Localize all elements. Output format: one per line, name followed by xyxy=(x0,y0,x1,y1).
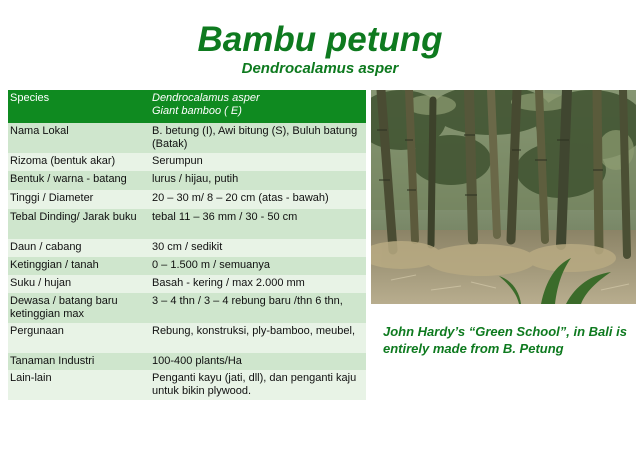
row-value: B. betung (I), Awi bitung (S), Buluh batung (Batak) xyxy=(150,123,366,153)
row-label: Ketinggian / tanah xyxy=(8,257,150,275)
slide-title: Bambu petung xyxy=(197,20,443,59)
row-value: Rebung, konstruksi, ply-bamboo, meubel, xyxy=(150,323,366,353)
row-label: Tebal Dinding/ Jarak buku xyxy=(8,209,150,239)
row-value: 0 – 1.500 m / semuanya xyxy=(150,257,366,275)
row-value: Penganti kayu (jati, dll), dan penganti kaju untuk bikin plywood. xyxy=(150,370,366,400)
subtitle-text: Dendrocalamus asper xyxy=(241,60,399,77)
table-header-row xyxy=(8,90,366,123)
bamboo-photo-illustration xyxy=(371,90,636,304)
row-value: 20 – 30 m/ 8 – 20 cm (atas - bawah) xyxy=(150,190,366,209)
row-label: Lain-lain xyxy=(8,370,150,400)
header-value-line1: Dendrocalamus asper xyxy=(152,92,260,104)
row-label: Daun / cabang xyxy=(8,239,150,257)
table-row xyxy=(8,353,366,370)
row-label: Rizoma (bentuk akar) xyxy=(8,153,150,171)
table-row xyxy=(8,209,366,239)
row-value: 100-400 plants/Ha xyxy=(150,353,366,370)
table-row xyxy=(8,153,366,171)
header-value xyxy=(150,90,366,123)
table-row xyxy=(8,275,366,293)
row-label: Tinggi / Diameter xyxy=(8,190,150,209)
row-label: Dewasa / batang baru ketinggian max xyxy=(8,293,150,323)
table-row xyxy=(8,123,366,153)
row-label: Suku / hujan xyxy=(8,275,150,293)
slide-subtitle xyxy=(0,60,640,78)
row-value: tebal 11 – 36 mm / 30 - 50 cm xyxy=(150,209,366,239)
row-label: Nama Lokal xyxy=(8,123,150,153)
species-table xyxy=(8,90,366,400)
row-value: 3 – 4 thn / 3 – 4 rebung baru /thn 6 thn, xyxy=(150,293,366,323)
row-label: Bentuk / warna - batang xyxy=(8,171,150,190)
row-value: lurus / hijau, putih xyxy=(150,171,366,190)
row-value: Basah - kering / max 2.000 mm xyxy=(150,275,366,293)
header-value-line2: Giant bamboo ( E) xyxy=(152,105,242,117)
row-label: Pergunaan xyxy=(8,323,150,353)
row-value: Serumpun xyxy=(150,153,366,171)
header-label: Species xyxy=(8,90,150,123)
row-label: Tanaman Industri xyxy=(8,353,150,370)
table-row xyxy=(8,370,366,400)
bamboo-photo xyxy=(371,90,636,304)
row-value: 30 cm / sedikit xyxy=(150,239,366,257)
table-row xyxy=(8,257,366,275)
table-row xyxy=(8,190,366,209)
table-row xyxy=(8,323,366,353)
photo-caption: John Hardy’s “Green School”, in Bali is entirely made from B. Petung xyxy=(383,324,627,356)
table-row xyxy=(8,171,366,190)
table-row xyxy=(8,293,366,323)
table-row xyxy=(8,239,366,257)
